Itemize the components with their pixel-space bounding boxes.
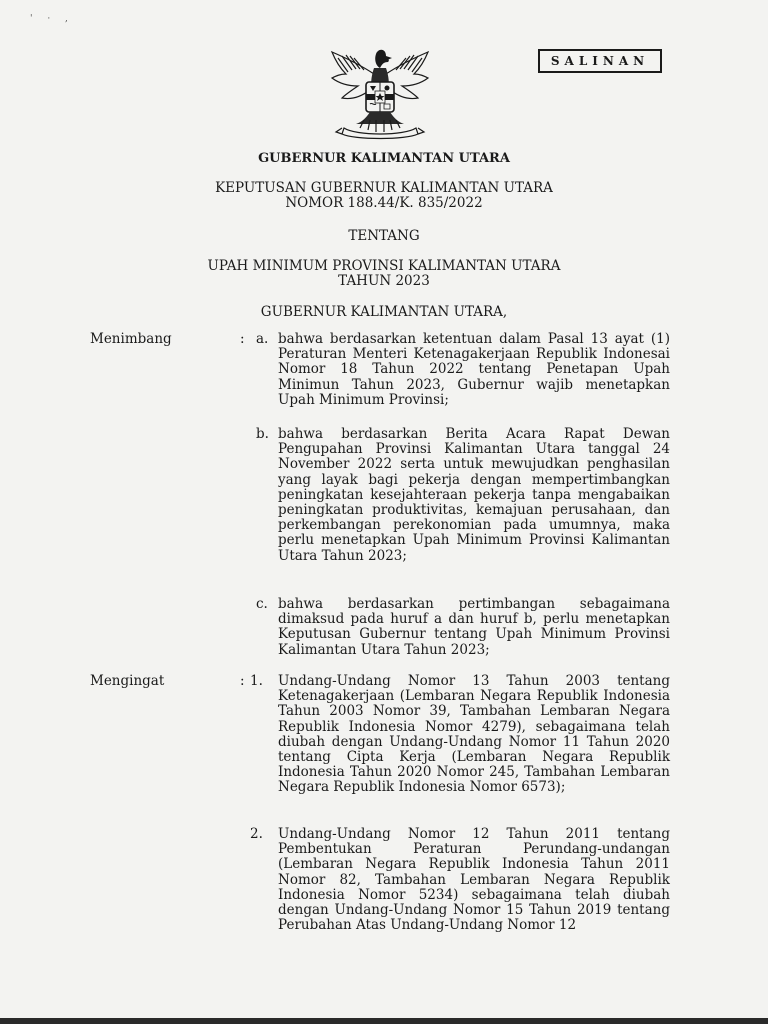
mengingat-marker-2: 2.	[250, 826, 263, 842]
issuer-title: GUBERNUR KALIMANTAN UTARA	[258, 151, 510, 166]
decree-title: KEPUTUSAN GUBERNUR KALIMANTAN UTARA	[215, 180, 553, 196]
scan-corner-marks: ' · ,	[30, 14, 74, 24]
mengingat-label: Mengingat	[90, 673, 165, 689]
tentang-heading: TENTANG	[348, 228, 420, 244]
scan-bottom-edge	[0, 1018, 768, 1024]
decree-number: NOMOR 188.44/K. 835/2022	[285, 195, 483, 211]
menimbang-item-a: bahwa berdasarkan ketentuan dalam Pasal 13 ayat (1) Peraturan Menteri Ketenagakerjaan Republik Indonesai Nomor 18 Tahun 2022 tentang Penetapan Upah Minimun Tahun 2023, Gubernur wajib menetapkan Upah Minimum Provinsi;	[278, 331, 670, 408]
menimbang-item-b: bahwa berdasarkan Berita Acara Rapat Dewan Pengupahan Provinsi Kalimantan Utara tanggal 24 November 2022 serta untuk mewujudkan penghasilan yang layak bagi pekerja dengan mempertimbangkan peningkatan kesejahteraan pekerja tanpa mengabaikan peningkatan produktivitas, kemajuan perusahaan, dan perkembangan perekonomian pada umumnya, maka perlu menetapkan Upah Minimum Provinsi Kalimantan Utara Tahun 2023;	[278, 426, 670, 564]
subject-line-2: TAHUN 2023	[338, 273, 430, 289]
menimbang-colon: :	[240, 331, 245, 347]
mengingat-item-2: Undang-Undang Nomor 12 Tahun 2011 tentang Pembentukan Peraturan Perundang-undangan (Lembaran Negara Republik Indonesia Tahun 2011 Nomor 82, Tambahan Lembaran Negara Republik Indonesia Nomor 5234) sebagaimana telah diubah dengan Undang-Undang Nomor 15 Tahun 2019 tentang Perubahan Atas Undang-Undang Nomor 12	[278, 826, 670, 934]
mengingat-item-1: Undang-Undang Nomor 13 Tahun 2003 tentang Ketenagakerjaan (Lembaran Negara Republik Indonesia Tahun 2003 Nomor 39, Tambahan Lembaran Negara Republik Indonesia Nomor 4279), sebagaimana telah diubah dengan Undang-Undang Nomor 11 Tahun 2020 tentang Cipta Kerja (Lembaran Negara Republik Indonesia Tahun 2020 Nomor 245, Tambahan Lembaran Negara Republik Indonesia Nomor 6573);	[278, 673, 670, 796]
menimbang-marker-a: a.	[256, 331, 269, 347]
mengingat-colon: :	[240, 673, 245, 689]
menimbang-marker-b: b.	[256, 426, 269, 442]
subject-line-1: UPAH MINIMUM PROVINSI KALIMANTAN UTARA	[207, 258, 561, 274]
governor-heading: GUBERNUR KALIMANTAN UTARA,	[260, 304, 508, 320]
menimbang-label: Menimbang	[90, 331, 172, 347]
garuda-emblem-icon	[326, 44, 434, 140]
menimbang-item-c: bahwa berdasarkan pertimbangan sebagaimana dimaksud pada huruf a dan huruf b, perlu menetapkan Keputusan Gubernur tentang Upah Minimum Provinsi Kalimantan Utara Tahun 2023;	[278, 596, 670, 658]
mengingat-marker-1: 1.	[250, 673, 263, 689]
menimbang-marker-c: c.	[256, 596, 268, 612]
salinan-stamp: SALINAN	[538, 49, 662, 73]
